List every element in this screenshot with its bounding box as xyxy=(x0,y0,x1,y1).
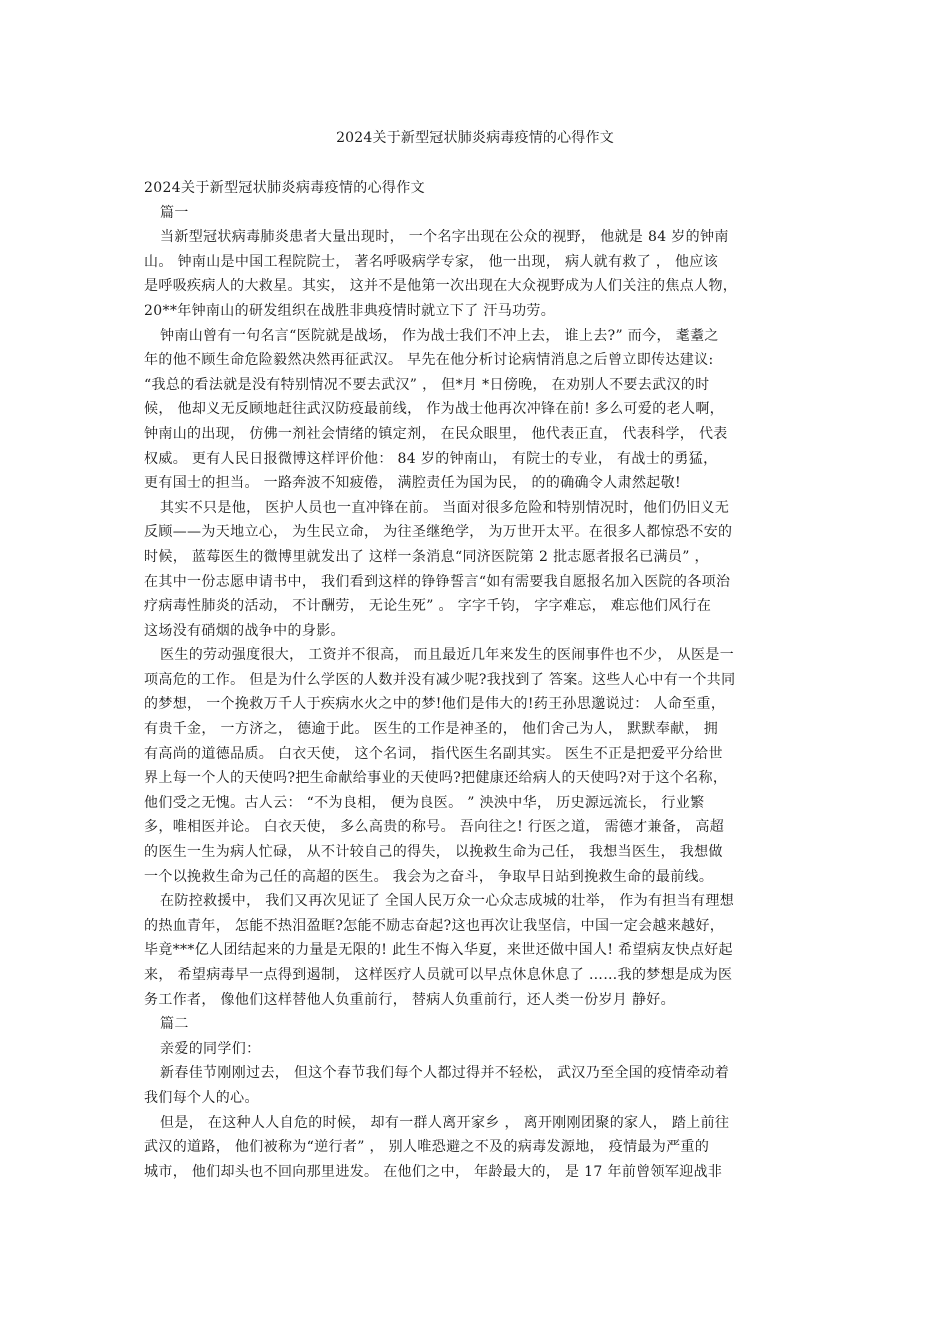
body-line: 有贵千金， 一方济之， 德逾于此。 医生的工作是神圣的， 他们舍己为人， 默默奉献， 拥 xyxy=(144,721,719,738)
body-line: 山。 钟南山是中国工程院院士， 著名呼吸病学专家， 他一出现， 病人就有救了 ， 他应该 xyxy=(144,253,719,270)
body-line: 当新型冠状病毒肺炎患者大量出现时， 一个名字出现在公众的视野， 他就是 84 岁的钟南 xyxy=(160,229,729,246)
body-line: 多，唯相医并论。 白衣天使， 多么高贵的称号。 吾向往之! 行医之道， 需德才兼备， 高超 xyxy=(144,819,725,836)
body-line: 新春佳节刚刚过去， 但这个春节我们每个人都过得并不轻松， 武汉乃至全国的疫情牵动着 xyxy=(160,1065,730,1082)
body-line: 我们每个人的心。 xyxy=(144,1089,259,1106)
body-line: 有高尚的道德品质。 白衣天使， 这个名词， 指代医生名副其实。 医生不正是把爱平分给世 xyxy=(144,745,723,762)
body-line: 在其中一份志愿申请书中， 我们看到这样的铮铮誓言“如有需要我自愿报名加入医院的各项治 xyxy=(144,573,731,590)
body-line: 这场没有硝烟的战争中的身影。 xyxy=(144,622,345,639)
body-line: 在防控救援中， 我们又再次见证了 全国人民万众一心众志成城的壮举， 作为有担当有理想 xyxy=(160,893,735,910)
body-line: “我总的看法就是没有特别情况不要去武汉” ， 但*月 *日傍晚， 在劝别人不要去武汉的时 xyxy=(144,376,710,393)
body-line: 篇二 xyxy=(160,1016,189,1033)
body-line: 是呼吸疾病人的大救星。其实， 这并不是他第一次出现在大众视野成为人们关注的焦点人物， xyxy=(144,278,738,295)
body-line: 来， 希望病毒早一点得到遏制， 这样医疗人员就可以早点休息休息了 ……我的梦想是成为医 xyxy=(144,967,733,983)
body-line: 医生的劳动强度很大， 工资并不很高， 而且最近几年来发生的医闹事件也不少， 从医是一 xyxy=(160,647,735,664)
body-line: 城市， 他们却头也不回向那里进发。 在他们之中， 年龄最大的， 是 17 年前曾领军迎战非 xyxy=(144,1163,723,1180)
body-line: 钟南山曾有一句名言“医院就是战场， 作为战士我们不冲上去， 谁上去?” 而今， 耄耋之 xyxy=(160,327,719,344)
body-line: 反顾——为天地立心， 为生民立命， 为往圣继绝学， 为万世开太平。在很多人都惊恐不安的 xyxy=(144,524,733,541)
body-line: 界上每一个人的天使吗?把生命献给事业的天使吗?把健康还给病人的天使吗?对于这个名称， xyxy=(144,770,728,787)
body-line: 候， 他却义无反顾地赶往武汉防疫最前线， 作为战士他再次冲锋在前! 多么可爱的老人啊， xyxy=(144,401,725,418)
body-line: 疗病毒性肺炎的活动， 不计酬劳， 无论生死” 。 字字千钧， 字字难忘， 难忘他们风行在 xyxy=(144,598,712,615)
body-line: 20**年钟南山的研发组织在战胜非典疫情时就立下了 汗马功劳。 xyxy=(144,302,556,319)
body-line: 钟南山的出现， 仿佛一剂社会情绪的镇定剂， 在民众眼里， 他代表正直， 代表科学， 代表 xyxy=(144,425,728,442)
body-line: 一个以挽救生命为己任的高超的医生。 我会为之奋斗， 争取早日站到挽救生命的最前线。 xyxy=(144,868,714,885)
document-body xyxy=(144,176,810,1184)
body-line: 但是， 在这种人人自危的时候， 却有一群人离开家乡 ， 离开刚刚团聚的家人， 踏上前往 xyxy=(160,1114,730,1131)
body-line: 亲爱的同学们： xyxy=(160,1040,261,1057)
body-line: 其实不只是他， 医护人员也一直冲锋在前。 当面对很多危险和特别情况时，他们仍旧义无 xyxy=(160,499,730,516)
body-line: 务工作者， 像他们这样替他人负重前行， 替病人负重前行，还人类一份岁月 静好。 xyxy=(144,991,675,1008)
body-line: 年的他不顾生命危险毅然决然再征武汉。 早先在他分析讨论病情消息之后曾立即传达建议: xyxy=(144,352,714,369)
body-line: 项高危的工作。 但是为什么学医的人数并没有减少呢?我找到了 答案。这些人心中有一个共同 xyxy=(144,671,736,688)
body-line: 他们受之无愧。古人云： “不为良相， 便为良医。 ” 泱泱中华， 历史源远流长， 行业繁 xyxy=(144,794,705,811)
body-line: 时候， 蓝莓医生的微博里就发出了 这样一条消息“同济医院第 2 批志愿者报名已满员” ， xyxy=(144,548,709,565)
body-line: 权威。 更有人民日报微博这样评价他： 84 岁的钟南山， 有院士的专业， 有战士的勇猛， xyxy=(144,450,718,467)
body-line: 更有国士的担当。 一路奔波不知疲倦， 满腔责任为国为民， 的的确确令人肃然起敬! xyxy=(144,475,681,492)
body-line: 武汉的道路， 他们被称为“逆行者” ， 别人唯恐避之不及的病毒发源地， 疫情最为严重的 xyxy=(144,1139,710,1156)
body-line: 的梦想， 一个挽救万千人于疾病水火之中的梦!他们是伟大的!药王孙思邈说过： 人命至重， xyxy=(144,696,726,713)
body-line: 的医生一生为病人忙碌， 从不计较自己的得失， 以挽救生命为己任， 我想当医生， 我想做 xyxy=(144,844,723,861)
body-line: 毕竟***亿人团结起来的力量是无限的! 此生不悔入华夏，来世还做中国人! 希望病友快点好起 xyxy=(144,942,733,959)
body-line: 篇一 xyxy=(160,204,189,221)
body-line: 的热血青年， 怎能不热泪盈眶?怎能不励志奋起?这也再次让我坚信，中国一定会越来越好， xyxy=(144,917,725,934)
document-subtitle: 2024关于新型冠状肺炎病毒疫情的心得作文 xyxy=(144,180,425,196)
document-title: 2024关于新型冠状肺炎病毒疫情的心得作文 xyxy=(336,130,614,146)
